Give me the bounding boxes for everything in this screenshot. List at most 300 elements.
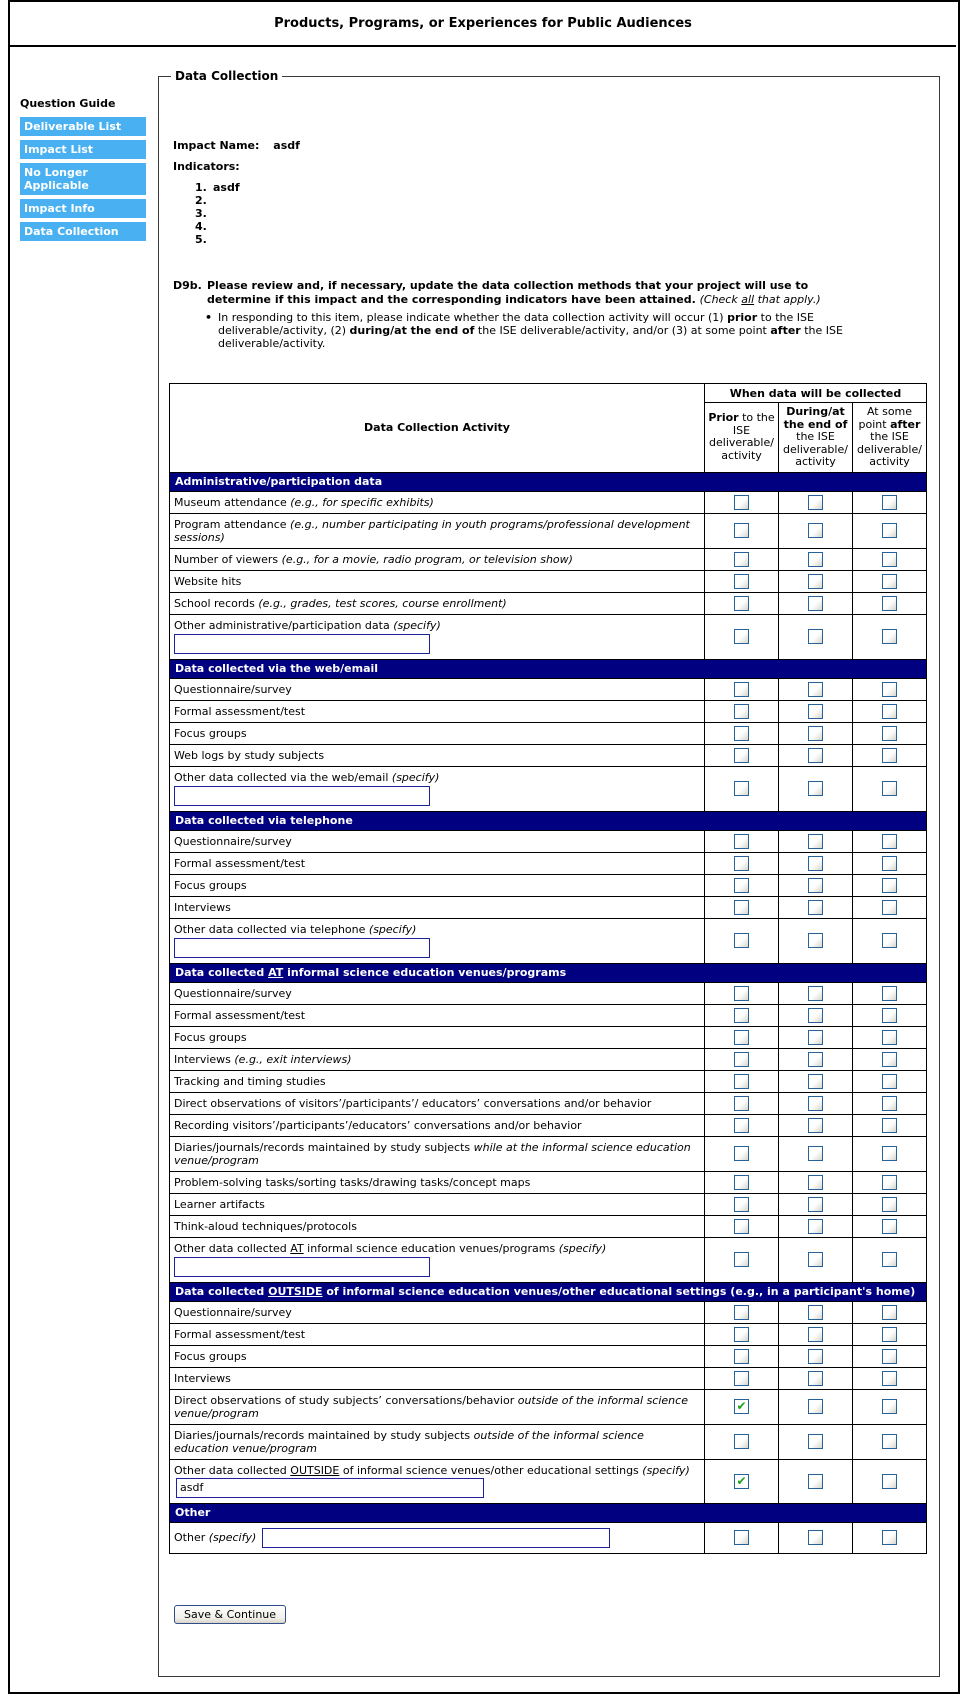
text-segment: Questionnaire/survey — [174, 682, 292, 696]
checkbox-cell — [853, 1171, 927, 1193]
checkbox-cell — [705, 1215, 779, 1237]
activity-row — [170, 1136, 927, 1171]
activity-label-cell — [170, 570, 705, 592]
checkbox-cell — [779, 700, 853, 722]
checkbox-during[interactable] — [808, 781, 823, 796]
bullet-text — [218, 311, 893, 350]
checkbox-cell — [853, 491, 927, 513]
text-segment: Other data collected — [174, 1463, 291, 1477]
activity-row — [170, 1367, 927, 1389]
checkbox-cell — [779, 722, 853, 744]
checkbox-prior[interactable] — [734, 1052, 749, 1067]
checkbox-after[interactable] — [882, 834, 897, 849]
checkbox-cell — [853, 1114, 927, 1136]
checkbox-during[interactable] — [808, 1096, 823, 1111]
checkbox-during[interactable] — [808, 1434, 823, 1449]
checkbox-during[interactable] — [808, 574, 823, 589]
checkbox-cell — [853, 722, 927, 744]
checkbox-during[interactable] — [808, 1371, 823, 1386]
checkbox-cell — [779, 1004, 853, 1026]
checkbox-after[interactable] — [882, 523, 897, 538]
checkbox-cell — [779, 491, 853, 513]
text-segment: At some — [866, 405, 913, 418]
checkbox-cell — [853, 1459, 927, 1503]
text-segment: deliverable/ — [783, 442, 848, 456]
activity-label-cell — [170, 1070, 705, 1092]
checkbox-during[interactable] — [808, 1074, 823, 1089]
checkbox-cell — [705, 1136, 779, 1171]
text-segment: (specify) — [208, 1530, 260, 1544]
checkbox-prior[interactable] — [734, 1474, 749, 1489]
checkbox-cell — [705, 1323, 779, 1345]
text-segment: Interviews — [174, 1052, 235, 1066]
text-segment: to the — [738, 411, 775, 425]
activity-row — [170, 1301, 927, 1323]
text-segment: Diaries/journals/records maintained by study subjects — [174, 1428, 474, 1442]
checkbox-during[interactable] — [808, 523, 823, 538]
checkbox-during[interactable] — [808, 1219, 823, 1234]
checkbox-after[interactable] — [882, 1096, 897, 1111]
activity-row — [170, 744, 927, 766]
text-segment: ISE — [732, 423, 751, 437]
checkbox-after[interactable] — [882, 1074, 897, 1089]
bullet-icon: • — [205, 311, 213, 324]
text-segment: activity — [869, 455, 910, 468]
checkbox-prior[interactable] — [734, 878, 749, 893]
indicator-number: 2. — [195, 194, 207, 207]
activity-row — [170, 548, 927, 570]
checkbox-prior[interactable] — [734, 856, 749, 871]
sidebar-heading: Question Guide — [20, 97, 116, 110]
checkbox-cell — [779, 548, 853, 570]
checkbox-prior[interactable] — [734, 781, 749, 796]
activity-label-cell — [170, 678, 705, 700]
checkbox-cell — [853, 766, 927, 811]
text-segment: (specify) — [558, 1241, 607, 1255]
question-number: D9b. — [173, 279, 202, 292]
checkbox-during[interactable] — [808, 834, 823, 849]
checkbox-during[interactable] — [808, 1530, 823, 1545]
section-header-label — [170, 963, 927, 982]
indicators-list — [195, 181, 240, 246]
activity-row — [170, 1048, 927, 1070]
checkbox-cell — [853, 874, 927, 896]
checkbox-prior[interactable] — [734, 1074, 749, 1089]
checkbox-prior[interactable] — [734, 726, 749, 741]
text-segment: (e.g., number participating in youth programs/professional development sessions) — [174, 517, 690, 544]
checkbox-cell — [853, 1004, 927, 1026]
checkbox-cell — [779, 830, 853, 852]
activity-row — [170, 1323, 927, 1345]
sidebar-items — [20, 117, 146, 241]
checkbox-during[interactable] — [808, 986, 823, 1001]
checkbox-cell — [779, 1237, 853, 1282]
page-title: Products, Programs, or Experiences for Public Audiences — [274, 16, 692, 31]
specify-input[interactable] — [176, 1478, 484, 1498]
text-segment: Program attendance — [174, 517, 291, 531]
indicator-number: 3. — [195, 207, 207, 220]
activity-row — [170, 1424, 927, 1459]
section-header-label — [170, 1282, 927, 1301]
checkbox-cell — [705, 570, 779, 592]
specify-input[interactable] — [174, 1257, 430, 1277]
activity-label-cell — [170, 548, 705, 570]
checkbox-prior[interactable] — [734, 1197, 749, 1212]
impact-name-value: asdf — [273, 139, 300, 152]
text-segment: the ISE deliverable/activity, and/or (3) at some point — [474, 324, 771, 337]
checkbox-during[interactable] — [808, 1175, 823, 1190]
checkbox-during[interactable] — [808, 629, 823, 644]
checkbox-prior[interactable] — [734, 1096, 749, 1111]
activity-row — [170, 1004, 927, 1026]
sidebar-item-no-longer-applicable[interactable]: No Longer Applicable — [20, 163, 146, 195]
indicator-number: 1. — [195, 181, 207, 194]
checkbox-after[interactable] — [882, 1434, 897, 1449]
checkbox-prior[interactable] — [734, 495, 749, 510]
checkbox-cell — [705, 852, 779, 874]
checkbox-prior[interactable] — [734, 1371, 749, 1386]
activity-row — [170, 1522, 927, 1553]
checkbox-after[interactable] — [882, 900, 897, 915]
activity-label-cell — [170, 1459, 705, 1503]
activity-row — [170, 1114, 927, 1136]
checkbox-after[interactable] — [882, 1252, 897, 1267]
title-bar — [10, 2, 956, 47]
checkbox-after[interactable] — [882, 781, 897, 796]
checkbox-cell — [779, 1301, 853, 1323]
text-segment: Number of viewers — [174, 552, 282, 566]
specify-input[interactable] — [174, 938, 430, 958]
specify-input[interactable] — [262, 1528, 610, 1548]
checkbox-cell — [705, 614, 779, 659]
checkbox-prior[interactable] — [734, 1252, 749, 1267]
checkbox-during[interactable] — [808, 1305, 823, 1320]
checkbox-cell — [853, 1389, 927, 1424]
checkbox-after[interactable] — [882, 856, 897, 871]
checkbox-during[interactable] — [808, 1118, 823, 1133]
text-segment: Formal assessment/test — [174, 1327, 306, 1341]
text-segment: Direct observations of study subjects’ conversations/behavior — [174, 1393, 518, 1407]
activity-label-cell — [170, 1215, 705, 1237]
text-segment: the ISE deliverable/activity. — [218, 324, 843, 350]
text-segment: deliverable/ — [857, 442, 922, 456]
checkbox-during[interactable] — [808, 1349, 823, 1364]
activity-label-cell — [170, 1004, 705, 1026]
checkbox-cell — [853, 592, 927, 614]
checkbox-after[interactable] — [882, 1030, 897, 1045]
checkbox-cell — [779, 1114, 853, 1136]
checkbox-cell — [705, 744, 779, 766]
checkbox-after[interactable] — [882, 1146, 897, 1161]
checkbox-after[interactable] — [882, 574, 897, 589]
checkbox-after[interactable] — [882, 986, 897, 1001]
checkbox-prior[interactable] — [734, 629, 749, 644]
checkbox-after[interactable] — [882, 596, 897, 611]
checkbox-after[interactable] — [882, 1008, 897, 1023]
checkbox-prior[interactable] — [734, 1530, 749, 1545]
checkbox-prior[interactable] — [734, 1399, 749, 1414]
activity-row — [170, 1215, 927, 1237]
checkbox-prior[interactable] — [734, 1118, 749, 1133]
indicator-item — [195, 207, 240, 220]
checkbox-cell — [705, 513, 779, 548]
checkbox-cell — [705, 918, 779, 963]
checkbox-cell — [779, 1048, 853, 1070]
activity-label-cell — [170, 1171, 705, 1193]
activity-row — [170, 722, 927, 744]
checkbox-after[interactable] — [882, 629, 897, 644]
text-segment: Focus groups — [174, 1030, 247, 1044]
checkbox-after[interactable] — [882, 1052, 897, 1067]
checkbox-after[interactable] — [882, 704, 897, 719]
checkbox-prior[interactable] — [734, 1175, 749, 1190]
sidebar-item-deliverable-list[interactable]: Deliverable List — [20, 117, 146, 136]
specify-input[interactable] — [174, 634, 430, 654]
text-segment: after — [890, 417, 921, 431]
text-segment: Formal assessment/test — [174, 1008, 306, 1022]
checkbox-during[interactable] — [808, 1399, 823, 1414]
checkbox-during[interactable] — [808, 748, 823, 763]
text-segment: activity — [721, 448, 762, 462]
activity-label-cell — [170, 918, 705, 963]
checkbox-prior[interactable] — [734, 986, 749, 1001]
checkbox-during[interactable] — [808, 856, 823, 871]
section-header-label — [170, 472, 927, 491]
sidebar-item-impact-list[interactable]: Impact List — [20, 140, 146, 159]
checkbox-during[interactable] — [808, 1146, 823, 1161]
text-segment: (specify) — [642, 1463, 690, 1477]
text-segment: Other — [175, 1505, 211, 1519]
specify-input[interactable] — [174, 786, 430, 806]
text-segment: Questionnaire/survey — [174, 986, 292, 1000]
sidebar-item-data-collection[interactable]: Data Collection — [20, 222, 146, 241]
activity-label-cell — [170, 744, 705, 766]
checkbox-prior[interactable] — [734, 1434, 749, 1449]
checkbox-after[interactable] — [882, 1219, 897, 1234]
checkbox-cell — [853, 678, 927, 700]
text-segment: Web logs by study subjects — [174, 748, 325, 762]
checkbox-cell — [705, 700, 779, 722]
activity-row — [170, 1345, 927, 1367]
checkbox-during[interactable] — [808, 726, 823, 741]
checkbox-prior[interactable] — [734, 900, 749, 915]
text-segment: Formal assessment/test — [174, 856, 306, 870]
text-segment: Focus groups — [174, 726, 247, 740]
checkbox-cell — [705, 548, 779, 570]
checkbox-cell — [779, 1070, 853, 1092]
checkbox-cell — [779, 744, 853, 766]
checkbox-cell — [779, 592, 853, 614]
activity-row — [170, 1026, 927, 1048]
question-d9b — [173, 279, 889, 307]
checkbox-prior[interactable] — [734, 1030, 749, 1045]
checkbox-after[interactable] — [882, 1327, 897, 1342]
text-segment: (specify) — [393, 618, 441, 632]
checkbox-cell — [853, 700, 927, 722]
activity-label-cell — [170, 896, 705, 918]
activity-row — [170, 678, 927, 700]
checkbox-cell — [779, 918, 853, 963]
checkbox-cell — [705, 1048, 779, 1070]
activity-label-cell — [170, 830, 705, 852]
checkbox-cell — [779, 1367, 853, 1389]
checkbox-during[interactable] — [808, 1030, 823, 1045]
activity-label-cell — [170, 1345, 705, 1367]
text-segment: Data collected via the web/email — [175, 661, 379, 675]
text-segment: Focus groups — [174, 1349, 247, 1363]
checkbox-prior[interactable] — [734, 1146, 749, 1161]
checkbox-cell — [705, 1193, 779, 1215]
section-header-row — [170, 963, 927, 982]
section-header-label — [170, 811, 927, 830]
checkbox-during[interactable] — [808, 900, 823, 915]
checkbox-cell — [779, 1215, 853, 1237]
question-bullet — [205, 311, 893, 350]
checkbox-during[interactable] — [808, 682, 823, 697]
checkbox-cell — [779, 513, 853, 548]
checkbox-after[interactable] — [882, 1175, 897, 1190]
text-segment: During/at — [786, 405, 845, 418]
text-segment: point — [858, 417, 891, 431]
checkbox-during[interactable] — [808, 878, 823, 893]
checkbox-cell — [705, 1026, 779, 1048]
activity-label-cell — [170, 1092, 705, 1114]
question-guide-sidebar — [20, 97, 146, 245]
activity-row — [170, 570, 927, 592]
checkbox-during[interactable] — [808, 552, 823, 567]
text-segment: Tracking and timing studies — [174, 1074, 326, 1088]
checkbox-cell — [853, 1323, 927, 1345]
text-segment: AT — [268, 965, 284, 979]
checkbox-cell — [779, 1136, 853, 1171]
checkbox-after[interactable] — [882, 933, 897, 948]
checkbox-cell — [705, 766, 779, 811]
checkbox-prior[interactable] — [734, 834, 749, 849]
checkbox-after[interactable] — [882, 1474, 897, 1489]
checkbox-cell — [779, 1522, 853, 1553]
impact-name-label: Impact Name: — [173, 139, 260, 152]
fieldset-legend: Data Collection — [171, 69, 282, 83]
checkbox-cell — [853, 513, 927, 548]
checkbox-after[interactable] — [882, 552, 897, 567]
indicator-text: asdf — [213, 181, 240, 194]
activity-row — [170, 852, 927, 874]
checkbox-during[interactable] — [808, 1327, 823, 1342]
text-segment: (e.g., for a movie, radio program, or television show) — [281, 552, 573, 566]
checkbox-cell — [779, 1193, 853, 1215]
checkbox-prior[interactable] — [734, 1305, 749, 1320]
section-header-row — [170, 811, 927, 830]
text-segment: Recording visitors’/participants’/educators’ conversations and/or behavior — [174, 1118, 582, 1132]
checkbox-after[interactable] — [882, 1371, 897, 1386]
activity-row — [170, 766, 927, 811]
text-segment: Problem-solving tasks/sorting tasks/drawing tasks/concept maps — [174, 1175, 531, 1189]
activity-row — [170, 700, 927, 722]
checkbox-during[interactable] — [808, 1008, 823, 1023]
checkbox-prior[interactable] — [734, 596, 749, 611]
text-segment: Questionnaire/survey — [174, 1305, 292, 1319]
checkbox-after[interactable] — [882, 1118, 897, 1133]
checkbox-prior[interactable] — [734, 523, 749, 538]
checkbox-during[interactable] — [808, 1252, 823, 1267]
activity-label-cell — [170, 513, 705, 548]
checkbox-cell — [853, 744, 927, 766]
text-segment: deliverable/ — [709, 436, 774, 450]
activity-label-cell — [170, 1424, 705, 1459]
activity-label-cell — [170, 766, 705, 811]
checkbox-cell — [779, 1424, 853, 1459]
checkbox-cell — [705, 678, 779, 700]
question-text — [207, 279, 867, 307]
text-segment: Administrative/participation data — [175, 474, 383, 488]
checkbox-cell — [853, 1215, 927, 1237]
text-segment: Other — [174, 1530, 209, 1544]
text-segment: Data collected — [175, 965, 269, 979]
activity-label-cell — [170, 1237, 705, 1282]
checkbox-cell — [853, 1237, 927, 1282]
activity-row — [170, 592, 927, 614]
activity-label-cell — [170, 1367, 705, 1389]
text-segment: (specify) — [368, 922, 417, 936]
checkbox-cell — [779, 874, 853, 896]
checkbox-prior[interactable] — [734, 748, 749, 763]
col-header-after — [853, 403, 927, 473]
checkbox-prior[interactable] — [734, 1008, 749, 1023]
checkbox-cell — [779, 852, 853, 874]
text-segment: In responding to this item, please indicate whether the data collection activity will occur (1) — [218, 311, 728, 324]
checkbox-during[interactable] — [808, 1197, 823, 1212]
checkbox-after[interactable] — [882, 1197, 897, 1212]
activity-row — [170, 1171, 927, 1193]
impact-name-line — [173, 139, 300, 152]
checkbox-after[interactable] — [882, 878, 897, 893]
checkbox-cell — [705, 896, 779, 918]
checkbox-during[interactable] — [808, 704, 823, 719]
checkbox-during[interactable] — [808, 1052, 823, 1067]
activity-row — [170, 896, 927, 918]
checkbox-prior[interactable] — [734, 682, 749, 697]
checkbox-prior[interactable] — [734, 704, 749, 719]
checkbox-during[interactable] — [808, 495, 823, 510]
checkbox-cell — [853, 1424, 927, 1459]
checkbox-prior[interactable] — [734, 574, 749, 589]
checkbox-after[interactable] — [882, 1349, 897, 1364]
sidebar-item-impact-info[interactable]: Impact Info — [20, 199, 146, 218]
checkbox-after[interactable] — [882, 726, 897, 741]
save-continue-button[interactable]: Save & Continue — [174, 1605, 286, 1624]
checkbox-during[interactable] — [808, 596, 823, 611]
checkbox-prior[interactable] — [734, 933, 749, 948]
checkbox-after[interactable] — [882, 1399, 897, 1414]
checkbox-after[interactable] — [882, 682, 897, 697]
text-segment: OUTSIDE — [268, 1284, 323, 1298]
checkbox-cell — [705, 1237, 779, 1282]
checkbox-during[interactable] — [808, 1474, 823, 1489]
text-segment: Data collected — [175, 1284, 269, 1298]
checkbox-after[interactable] — [882, 1530, 897, 1545]
checkbox-after[interactable] — [882, 748, 897, 763]
checkbox-prior[interactable] — [734, 552, 749, 567]
checkbox-prior[interactable] — [734, 1219, 749, 1234]
checkbox-during[interactable] — [808, 933, 823, 948]
checkbox-prior[interactable] — [734, 1327, 749, 1342]
checkbox-prior[interactable] — [734, 1349, 749, 1364]
checkbox-after[interactable] — [882, 1305, 897, 1320]
activity-row — [170, 1193, 927, 1215]
checkbox-cell — [705, 1367, 779, 1389]
checkbox-after[interactable] — [882, 495, 897, 510]
text-segment: during/at the end of — [349, 324, 475, 337]
